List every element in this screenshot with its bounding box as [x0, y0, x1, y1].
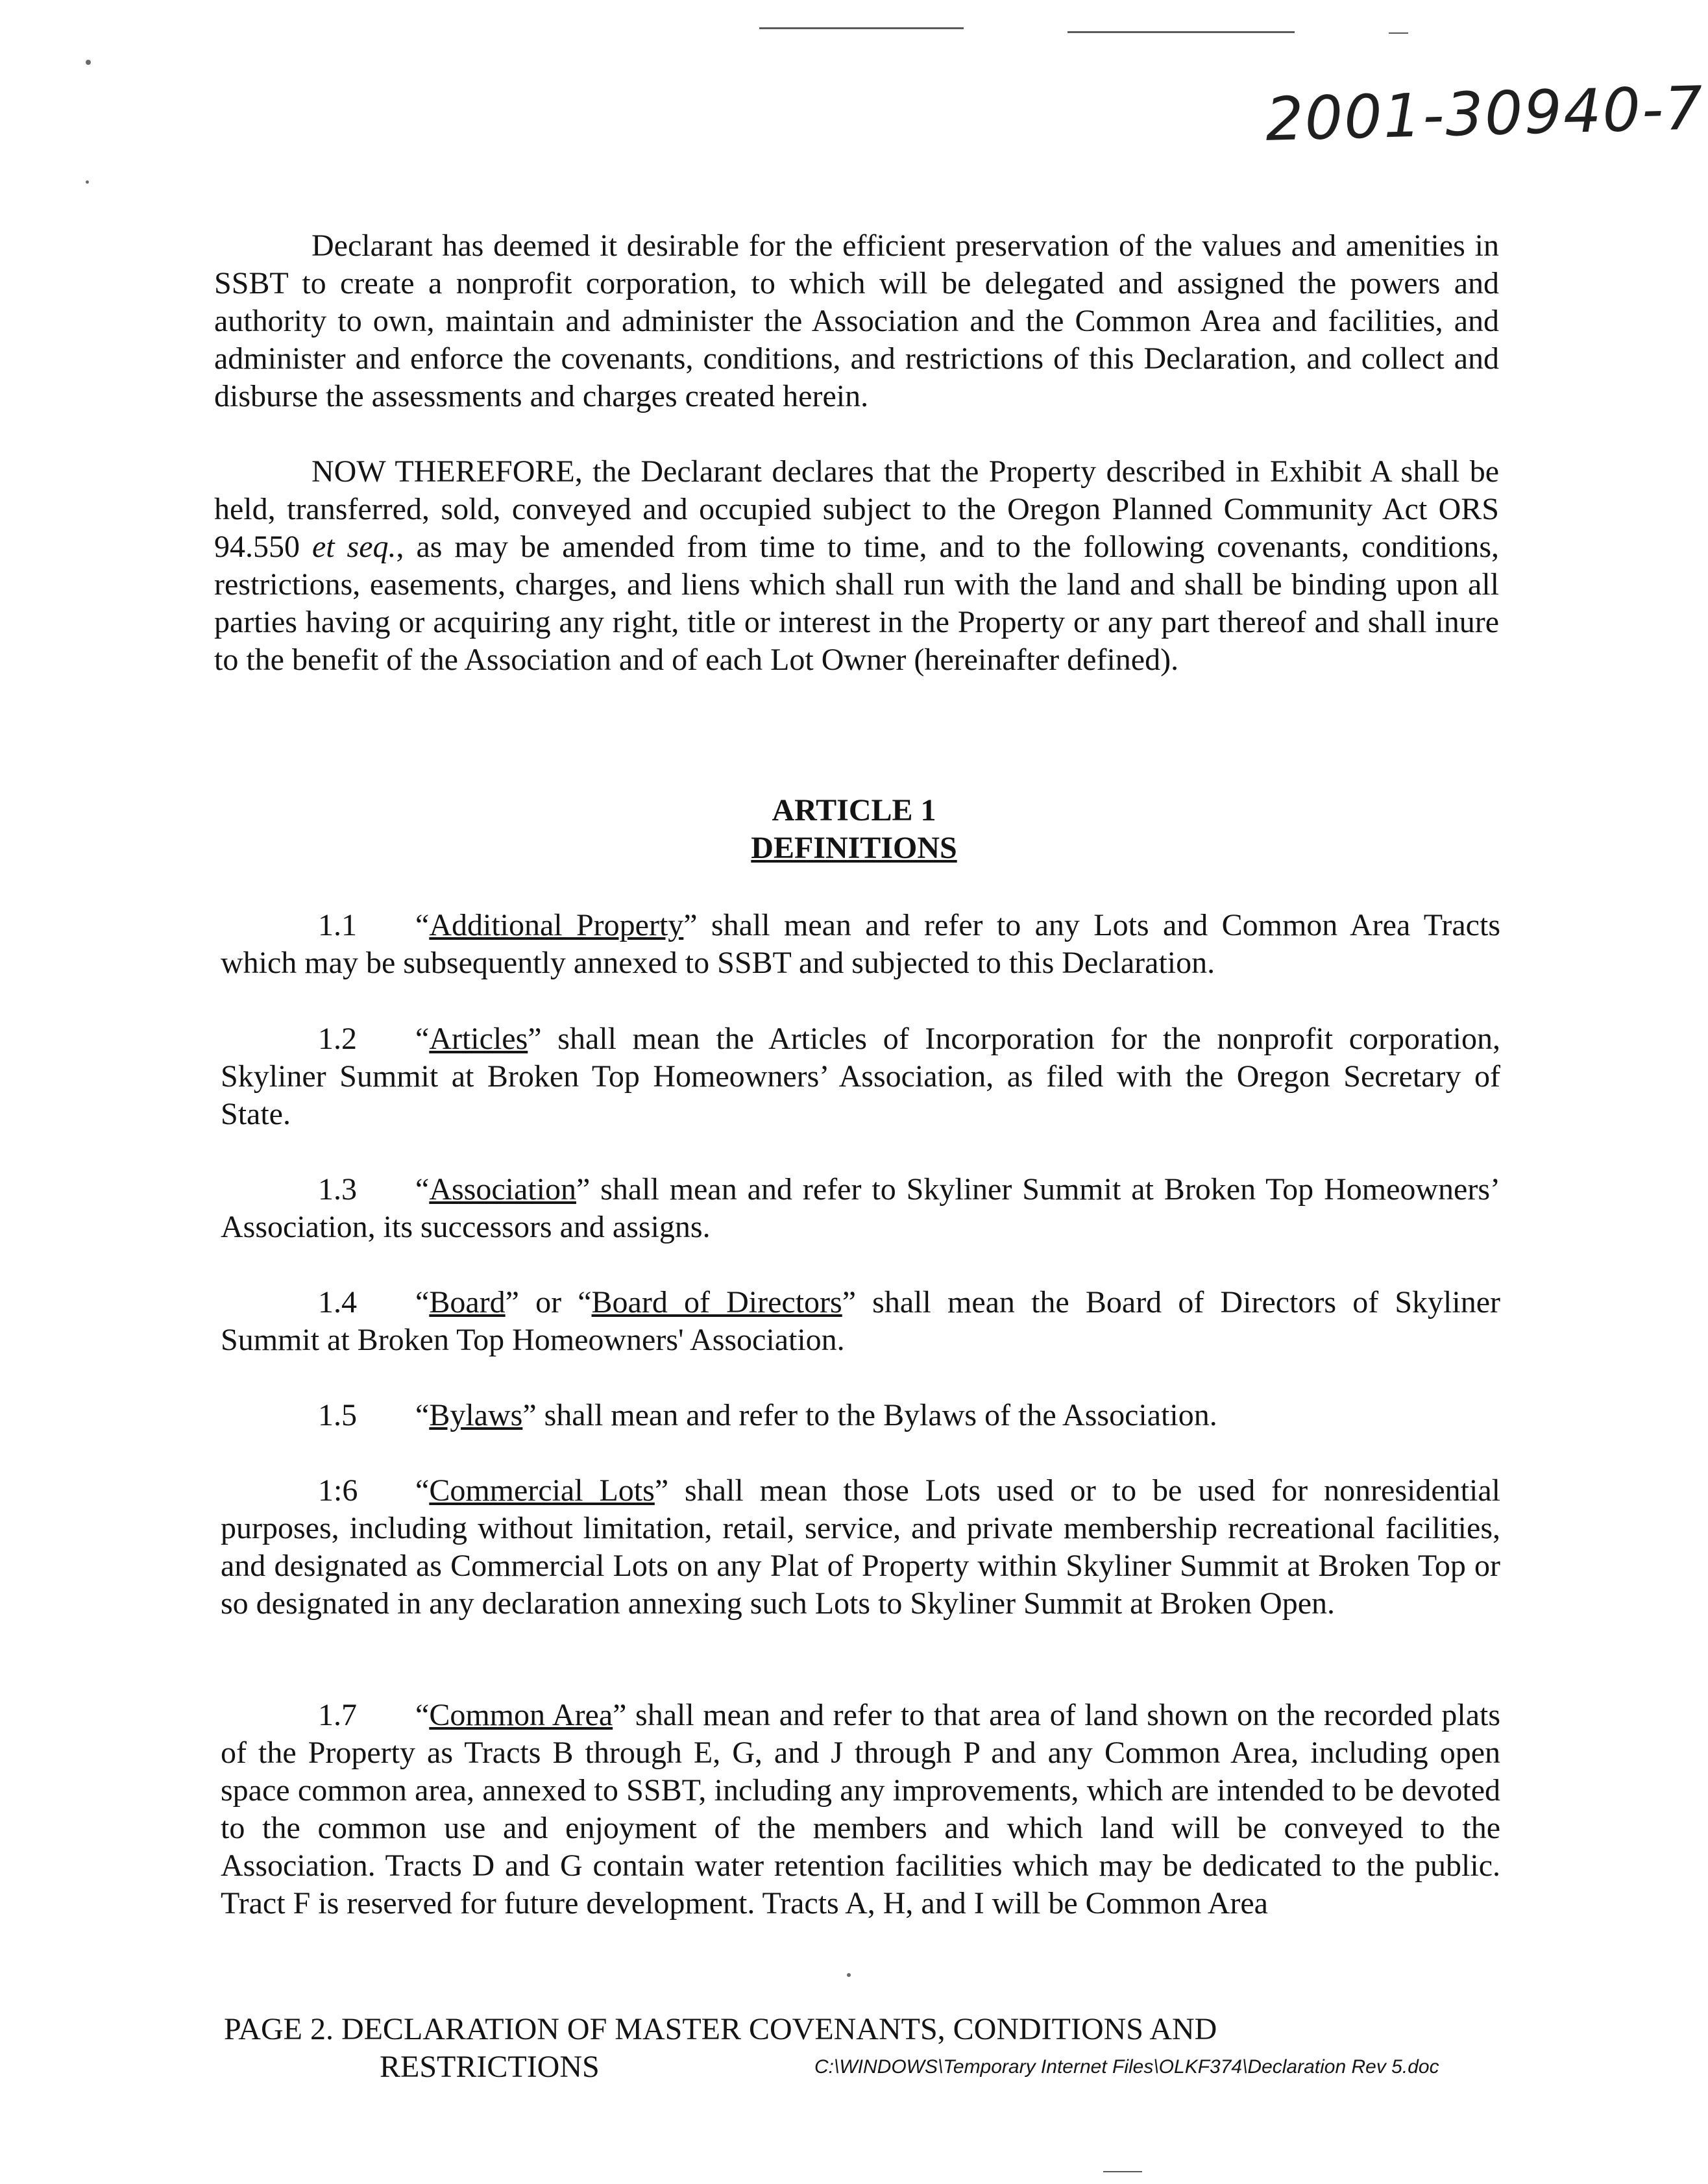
definition-term: Common Area — [429, 1698, 613, 1732]
scan-artifact — [1389, 32, 1408, 34]
definition-number: 1:6 — [318, 1473, 358, 1508]
definition-number: 1.3 — [318, 1172, 357, 1207]
definition-number: 1.5 — [318, 1398, 357, 1432]
scan-artifact — [1103, 2171, 1142, 2172]
definition-number: 1.4 — [318, 1285, 357, 1319]
definition-1-1: 1.1 “Additional Property” shall mean and refer to any Lots and Common Area Tracts which may be subsequently annexed to SSBT and subjected to this Declaration. — [221, 908, 1500, 980]
definition-number: 1.7 — [318, 1698, 357, 1732]
definition-text: shall mean the Board of Directors of Skyliner Summit at Broken Top Homeowners' Association. — [221, 1285, 1501, 1357]
et-seq-italic: et seq. — [311, 530, 396, 564]
article-number: ARTICLE 1 — [772, 793, 936, 828]
definition-number: 1.1 — [318, 908, 357, 942]
handwritten-stamp: 2001-30940-7 — [1264, 73, 1705, 154]
scan-artifact — [1068, 31, 1295, 33]
definition-term: Articles — [429, 1022, 528, 1056]
footer-title-line1: PAGE 2. DECLARATION OF MASTER COVENANTS, CONDITIONS AND — [224, 2012, 1217, 2046]
definition-1-7: 1.7 “Common Area” shall mean and refer to that area of land shown on the recorded plats of the Property as Tracts B through E, G, and J through P and any Common Area, including open space common area, annexed to SSBT, including any improvements, which are intended to be devoted to the common use and enjoyment of the members and which land will be conveyed to the Association. Tracts D and G contain water retention facilities which may be dedicated to the public. Tract F is reserved for future development. Tracts A, H, and I will be Common Area — [221, 1698, 1501, 1920]
article-title: DEFINITIONS — [751, 831, 957, 865]
definition-1-6: 1:6 “Commercial Lots” shall mean those Lots used or to be used for nonresidential purposes, including without limitation, retail, service, and private membership recreational facilities, and designated as Commercial Lots on any Plat of Property within Skyliner Summit at Broken Top or so designated in any declaration annexing such Lots to Skyliner Summit at Broken Open. — [221, 1473, 1500, 1621]
article-heading — [0, 792, 1708, 867]
intro-paragraph: Declarant has deemed it desirable for the efficient preservation of the values and amenities in SSBT to create a nonprofit corporation, to which will be delegated and assigned the powers and authority to own, maintain and administer the Association and the Common Area and facilities, and administer and enforce the covenants, conditions, and restrictions of this Declaration, and collect and disburse the assessments and charges created herein. — [214, 228, 1499, 413]
scan-artifact — [759, 27, 964, 29]
now-therefore-paragraph — [214, 453, 1499, 679]
definition-text: shall mean and refer to Skyliner Summit at Broken Top Homeowners’ Association, its successors and assigns. — [221, 1172, 1500, 1244]
definition-text: shall mean those Lots used or to be used for nonresidential purposes, including without limitation, retail, service, and private membership recreational facilities, and designated as Commercial Lots on any Plat of Property within Skyliner Summit at Broken Top or so designated in any declaration annexing such Lots to Skyliner Summit at Broken Open. — [221, 1473, 1500, 1621]
definition-1-4: 1.4 “Board” or “Board of Directors” shall mean the Board of Directors of Skyliner Summit at Broken Top Homeowners' Association. — [221, 1285, 1501, 1357]
now-therefore-text-cont: , as may be amended from time to time, and to the following covenants, conditions, restrictions, easements, charges, and liens which shall run with the land and shall be binding upon all parties having or acquiring any right, title or interest in the Property or any part thereof and shall inure to the benefit of the Association and of each Lot Owner (hereinafter defined). — [214, 530, 1500, 677]
definition-1-3: 1.3 “Association” shall mean and refer to Skyliner Summit at Broken Top Homeowners’ Association, its successors and assigns. — [221, 1172, 1500, 1244]
scan-artifact — [847, 1973, 851, 1977]
definition-term: Additional Property — [429, 908, 684, 942]
definition-1-2: 1.2 “Articles” shall mean the Articles of Incorporation for the nonprofit corporation, Skyliner Summit at Broken Top Homeowners’ Association, as filed with the Oregon Secretary of State. — [221, 1022, 1500, 1131]
definition-term: Board of Directors — [591, 1285, 842, 1319]
definition-text: shall mean and refer to that area of land shown on the recorded plats of the Property as Tracts B through E, G, and J through P and any Common Area, including open space common area, annexed to SSBT, including any improvements, which are intended to be devoted to the common use and enjoyment of the members and which land will be conveyed to the Association. Tracts D and G contain water retention facilities which may be dedicated to the public. Tract F is reserved for future development. Tracts A, H, and I will be Common Area — [221, 1698, 1501, 1920]
scan-artifact — [86, 180, 89, 184]
definition-term: Board — [429, 1285, 506, 1319]
definition-text: shall mean the Articles of Incorporation for the nonprofit corporation, Skyliner Summit at Broken Top Homeowners’ Association, as filed with the Oregon Secretary of State. — [221, 1022, 1500, 1131]
scan-artifact — [86, 60, 91, 65]
footer-title-line2: RESTRICTIONS — [380, 2050, 600, 2084]
footer-file-path: C:\WINDOWS\Temporary Internet Files\OLKF374\Declaration Rev 5.doc — [814, 2056, 1439, 2078]
definition-1-5: 1.5 “Bylaws” shall mean and refer to the Bylaws of the Association. — [221, 1397, 1500, 1434]
definition-term: Association — [429, 1172, 576, 1207]
now-therefore-text: NOW THEREFORE, the Declarant declares that the Property described in Exhibit A shall be held, transferred, sold, conveyed and occupied subject to the Oregon Planned Community Act ORS 94.550 — [214, 454, 1499, 564]
definition-text: shall mean and refer to the Bylaws of the Association. — [536, 1398, 1217, 1432]
definition-text: shall mean and refer to any Lots and Common Area Tracts which may be subsequently annexed to SSBT and subjected to this Declaration. — [221, 908, 1500, 980]
definition-number: 1.2 — [318, 1022, 357, 1056]
definition-term: Bylaws — [429, 1398, 523, 1432]
definition-term: Commercial Lots — [429, 1473, 655, 1508]
